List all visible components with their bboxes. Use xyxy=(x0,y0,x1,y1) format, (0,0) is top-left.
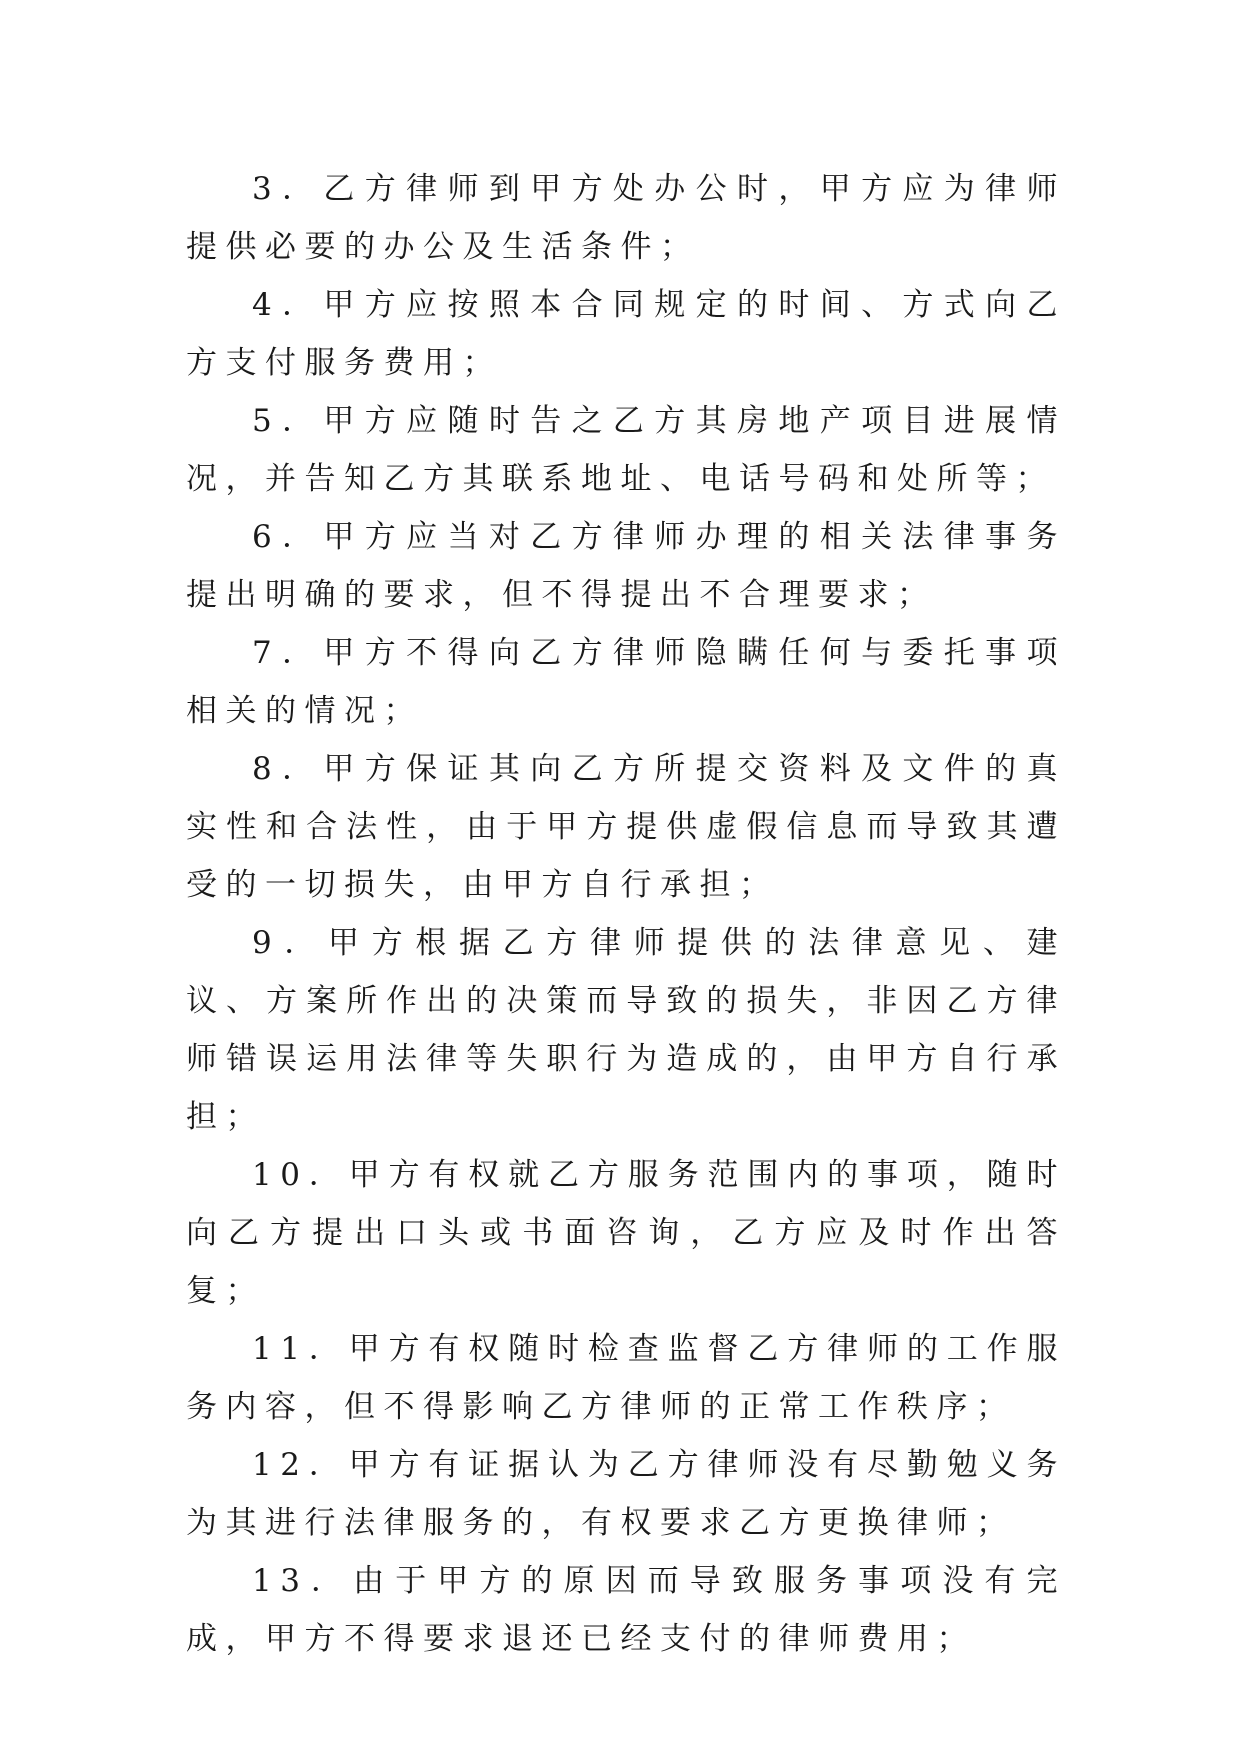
clause-3: 3．乙方律师到甲方处办公时，甲方应为律师提供必要的办公及生活条件； xyxy=(186,171,1066,265)
clause-8: 8．甲方保证其向乙方所提交资料及文件的真实性和合法性，由于甲方提供虚假信息而导致其遭受的一切损失，由甲方自行承担； xyxy=(186,751,1066,903)
clause-5: 5．甲方应随时告之乙方其房地产项目进展情况，并告知乙方其联系地址、电话号码和处所等； xyxy=(186,403,1066,497)
clause-11: 11．甲方有权随时检查监督乙方律师的工作服务内容，但不得影响乙方律师的正常工作秩序； xyxy=(186,1331,1066,1425)
clause-7: 7．甲方不得向乙方律师隐瞒任何与委托事项相关的情况； xyxy=(186,635,1066,729)
clause-4: 4．甲方应按照本合同规定的时间、方式向乙方支付服务费用； xyxy=(186,287,1066,381)
contract-body xyxy=(186,160,1066,1668)
clause-6: 6．甲方应当对乙方律师办理的相关法律事务提出明确的要求，但不得提出不合理要求； xyxy=(186,519,1066,613)
clause-13: 13．由于甲方的原因而导致服务事项没有完成，甲方不得要求退还已经支付的律师费用； xyxy=(186,1563,1066,1657)
clause-12: 12．甲方有证据认为乙方律师没有尽勤勉义务为其进行法律服务的，有权要求乙方更换律师； xyxy=(186,1447,1066,1541)
clause-10: 10．甲方有权就乙方服务范围内的事项，随时向乙方提出口头或书面咨询，乙方应及时作出答复； xyxy=(186,1157,1066,1309)
clause-9: 9．甲方根据乙方律师提供的法律意见、建议、方案所作出的决策而导致的损失，非因乙方律师错误运用法律等失职行为造成的，由甲方自行承担； xyxy=(186,925,1066,1135)
